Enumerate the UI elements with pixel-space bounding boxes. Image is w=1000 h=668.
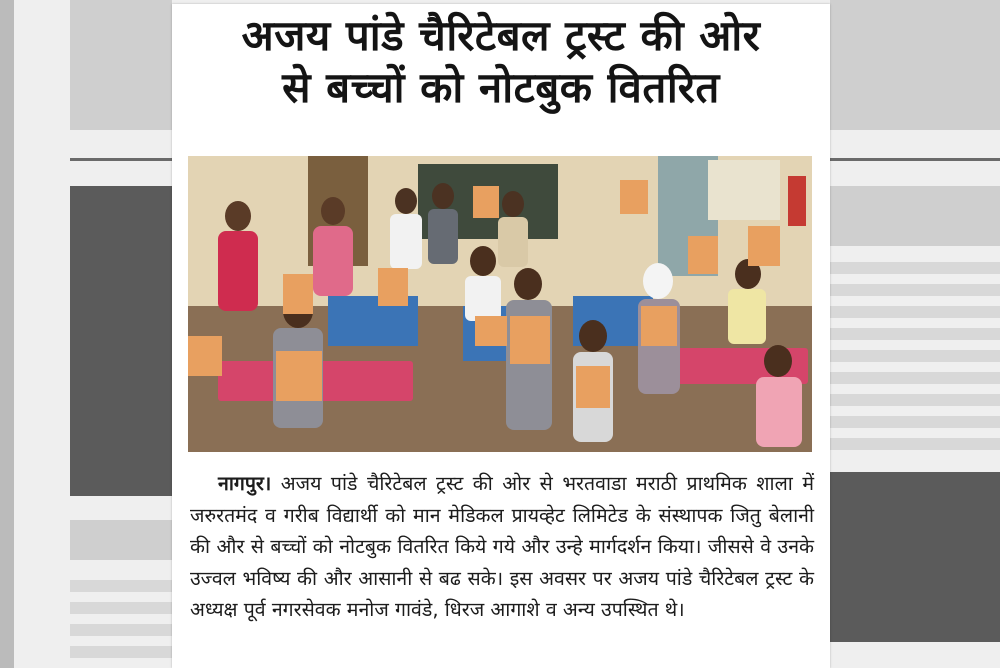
notebook [283, 274, 313, 314]
wall-chart [708, 160, 780, 220]
notebook [688, 236, 718, 274]
bg-text-line [70, 646, 172, 658]
headline-line-2: से बच्चों को नोटबुक वितरित [282, 63, 720, 112]
bg-image-block [830, 472, 1000, 642]
bg-image-block [70, 186, 172, 496]
notebook [620, 180, 648, 214]
article-paragraph: अजय पांडे चैरिटेबल ट्रस्ट की ओर से भरतवाडा मराठी प्राथमिक शाला में जरुरतमंद व गरीब विद्यार्थी को मान मेडिकल प्रायव्हेट लिमिटेड के संस्थापक जितु बेलानी की और से बच्चों को नोटबुक वितरित किये गये और उन्हे मार्गदर्शन किया। जीससे वे उनके उज्वल भविष्य की और आसानी से बढ सके। इस अवसर पर अजय पांडे चैरिटेबल ट्रस्ट के अध्यक्ष पूर्व नगरसेवक मनोज गावंडे, धिरज आगाशे व अन्य उपस्थित थे। [190, 472, 814, 621]
bg-block [830, 186, 1000, 246]
bg-block [70, 520, 172, 560]
bg-block [70, 0, 172, 130]
news-clipping [172, 4, 830, 668]
notebook [510, 316, 550, 364]
bg-text-line [70, 624, 172, 636]
dateline: नागपुर। [218, 472, 272, 495]
notebook [188, 336, 222, 376]
bg-block [830, 0, 1000, 130]
bg-text-line [830, 306, 1000, 318]
bg-rule [70, 158, 172, 161]
classroom-photo [188, 156, 812, 452]
notebook [748, 226, 780, 266]
notebook [473, 186, 499, 218]
bg-text-line [830, 438, 1000, 450]
bg-edge-shadow [0, 0, 14, 668]
fire-extinguisher [788, 176, 806, 226]
bg-text-line [830, 328, 1000, 340]
bg-rule [830, 158, 1000, 161]
headline-line-1: अजय पांडे चैरिटेबल ट्रस्ट की ओर [241, 11, 761, 60]
notebook [378, 268, 408, 306]
bg-text-line [830, 394, 1000, 406]
article-body [190, 468, 814, 626]
notebook [576, 366, 610, 408]
notebook [475, 316, 507, 346]
bg-text-line [70, 580, 172, 592]
bg-text-line [70, 602, 172, 614]
notebook [641, 306, 677, 346]
bg-text-line [830, 372, 1000, 384]
bg-text-line [830, 416, 1000, 428]
headline [172, 10, 830, 114]
article-photo [188, 156, 812, 452]
bg-text-line [830, 284, 1000, 296]
bg-text-line [830, 350, 1000, 362]
notebook [276, 351, 322, 401]
bg-text-line [830, 262, 1000, 274]
